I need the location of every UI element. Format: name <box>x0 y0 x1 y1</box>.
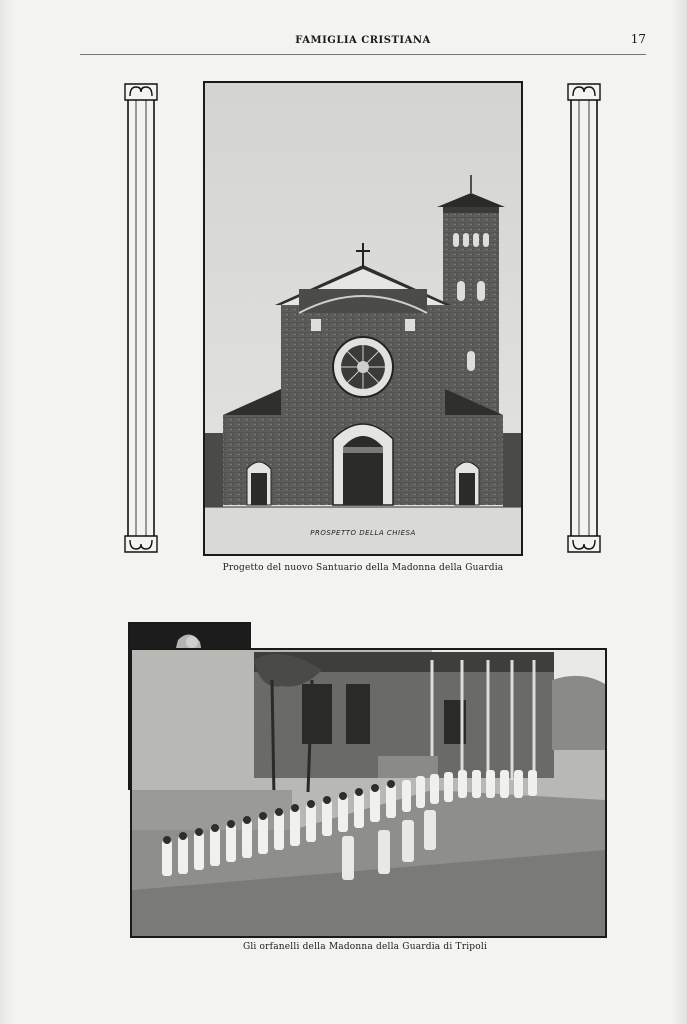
church-facade-illustration <box>203 81 523 556</box>
orphans-photo <box>130 648 607 938</box>
left-ornament-border <box>124 82 158 554</box>
orphans-caption: Gli orfanelli della Madonna della Guardia di Tripoli <box>242 942 488 952</box>
page-number: 17 <box>630 32 646 46</box>
drawing-inscription: PROSPETTO DELLA CHIESA <box>310 529 416 537</box>
right-ornament-border <box>567 82 601 554</box>
running-title: FAMIGLIA CRISTIANA <box>295 35 431 46</box>
church-caption: Progetto del nuovo Santuario della Madonna della Guardia <box>222 563 504 573</box>
running-head <box>80 30 646 55</box>
